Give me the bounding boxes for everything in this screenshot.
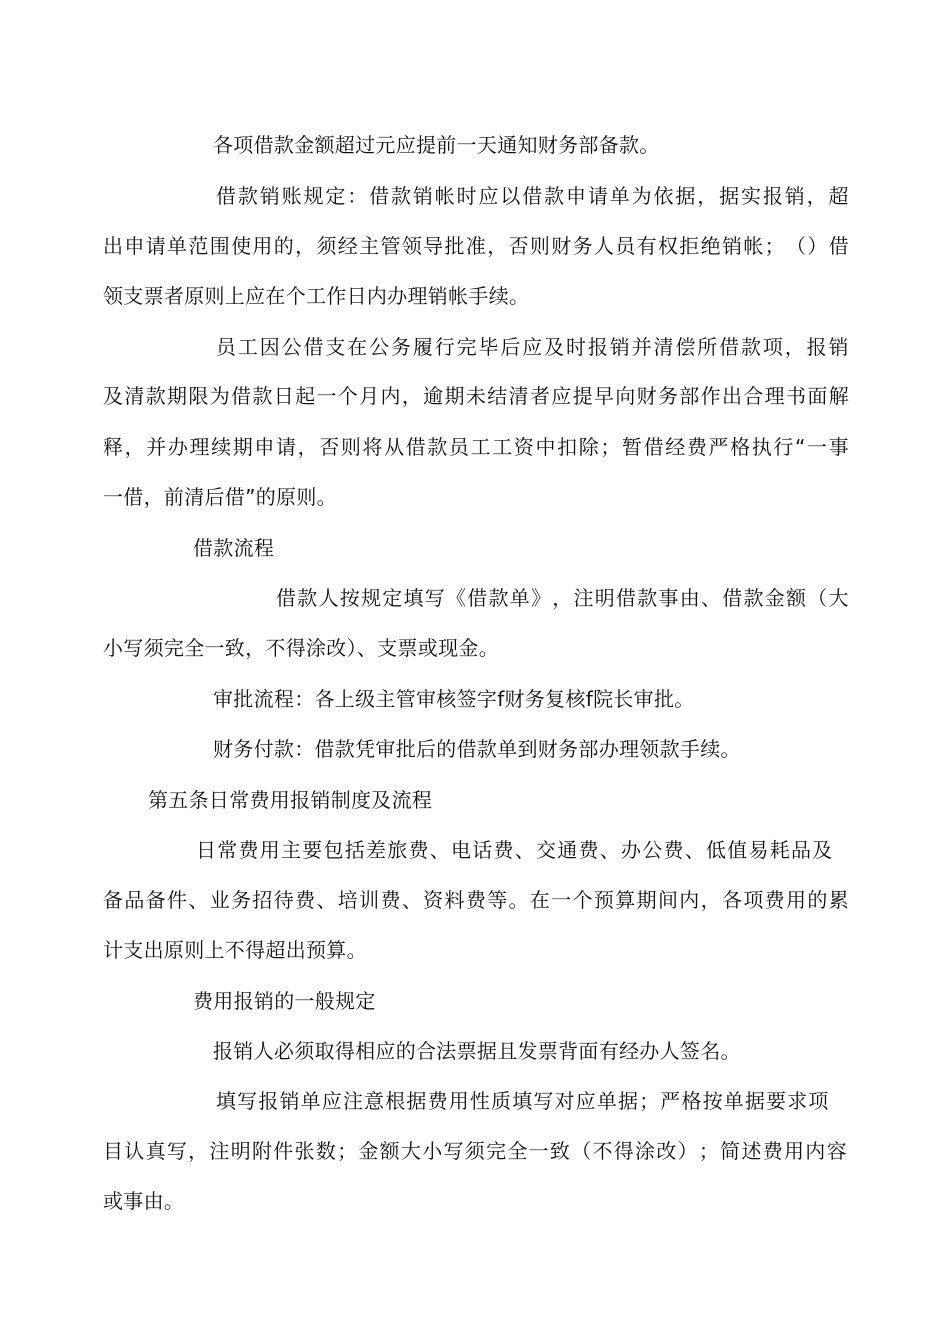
paragraph-line: 借 款 销 账 规 定 ： 借 款 销 帐 时 应 以 借 款 申 请 单 为 依 据 ， 据 实 报 销 ， 超 (216, 184, 849, 208)
paragraph-line: 释 ， 并 办 理 续 期 申 请 ， 否 则 将 从 借 款 员 工 工 资 中 扣 除 ； 暂 借 经 费 严 格 执 行 “ 一 事 (103, 435, 849, 459)
paragraph-line: 小写须完全一致，不得涂改）、支票或现金。 (103, 636, 499, 660)
paragraph-line: 填 写 报 销 单 应 注 意 根 据 费 用 性 质 填 写 对 应 单 据 ； 严 格 按 单 据 要 求 项 (216, 1089, 829, 1113)
paragraph-line: 财务付款：借款凭审批后的借款单到财务部办理领款手续。 (213, 737, 741, 761)
article-heading: 第五条日常费用报销制度及流程 (148, 788, 433, 812)
paragraph-line: 备 品 备 件 、 业 务 招 待 费 、 培 训 费 、 资 料 费 等 。 在 一 个 预 算 期 间 内 ， 各 项 费 用 的 累 (103, 888, 849, 912)
paragraph-line: 计支出原则上不得超出预算。 (103, 938, 367, 962)
section-heading: 借款流程 (193, 536, 275, 560)
paragraph-line: 各项借款金额超过元应提前一天通知财务部备款。 (213, 133, 660, 157)
paragraph-line: 一借，前清后借”的原则。 (103, 485, 337, 509)
section-heading: 费用报销的一般规定 (193, 989, 376, 1013)
paragraph-line: 借 款 人 按 规 定 填 写 《 借 款 单 》 ， 注 明 借 款 事 由 、 借 款 金 额 （ 大 (276, 586, 849, 610)
paragraph-line: 或事由。 (103, 1189, 185, 1213)
paragraph-line: 出 申 请 单 范 围 使 用 的 ， 须 经 主 管 领 导 批 准 ， 否 则 财 务 人 员 有 权 拒 绝 销 帐 ； （ ） 借 (103, 234, 849, 258)
paragraph-line: 报销人必须取得相应的合法票据且发票背面有经办人签名。 (213, 1039, 741, 1063)
paragraph-line: 员 工 因 公 借 支 在 公 务 履 行 完 毕 后 应 及 时 报 销 并 清 偿 所 借 款 项 ， 报 销 (216, 335, 849, 359)
paragraph-line: 目 认 真 写 ， 注 明 附 件 张 数 ； 金 额 大 小 写 须 完 全 一 致 （ 不 得 涂 改 ） ； 简 述 费 用 内 容 (103, 1139, 847, 1163)
paragraph-line: 及 清 款 期 限 为 借 款 日 起 一 个 月 内 ， 逾 期 未 结 清 者 应 提 早 向 财 务 部 作 出 合 理 书 面 解 (103, 384, 849, 408)
paragraph-line: 领支票者原则上应在个工作日内办理销帐手续。 (103, 284, 530, 308)
paragraph-line: 审批流程：各上级主管审核签字f财务复核f院长审批。 (213, 687, 695, 711)
paragraph-line: 日 常 费 用 主 要 包 括 差 旅 费 、 电 话 费 、 交 通 费 、 办 公 费 、 低 值 易 耗 品 及 (196, 838, 833, 862)
